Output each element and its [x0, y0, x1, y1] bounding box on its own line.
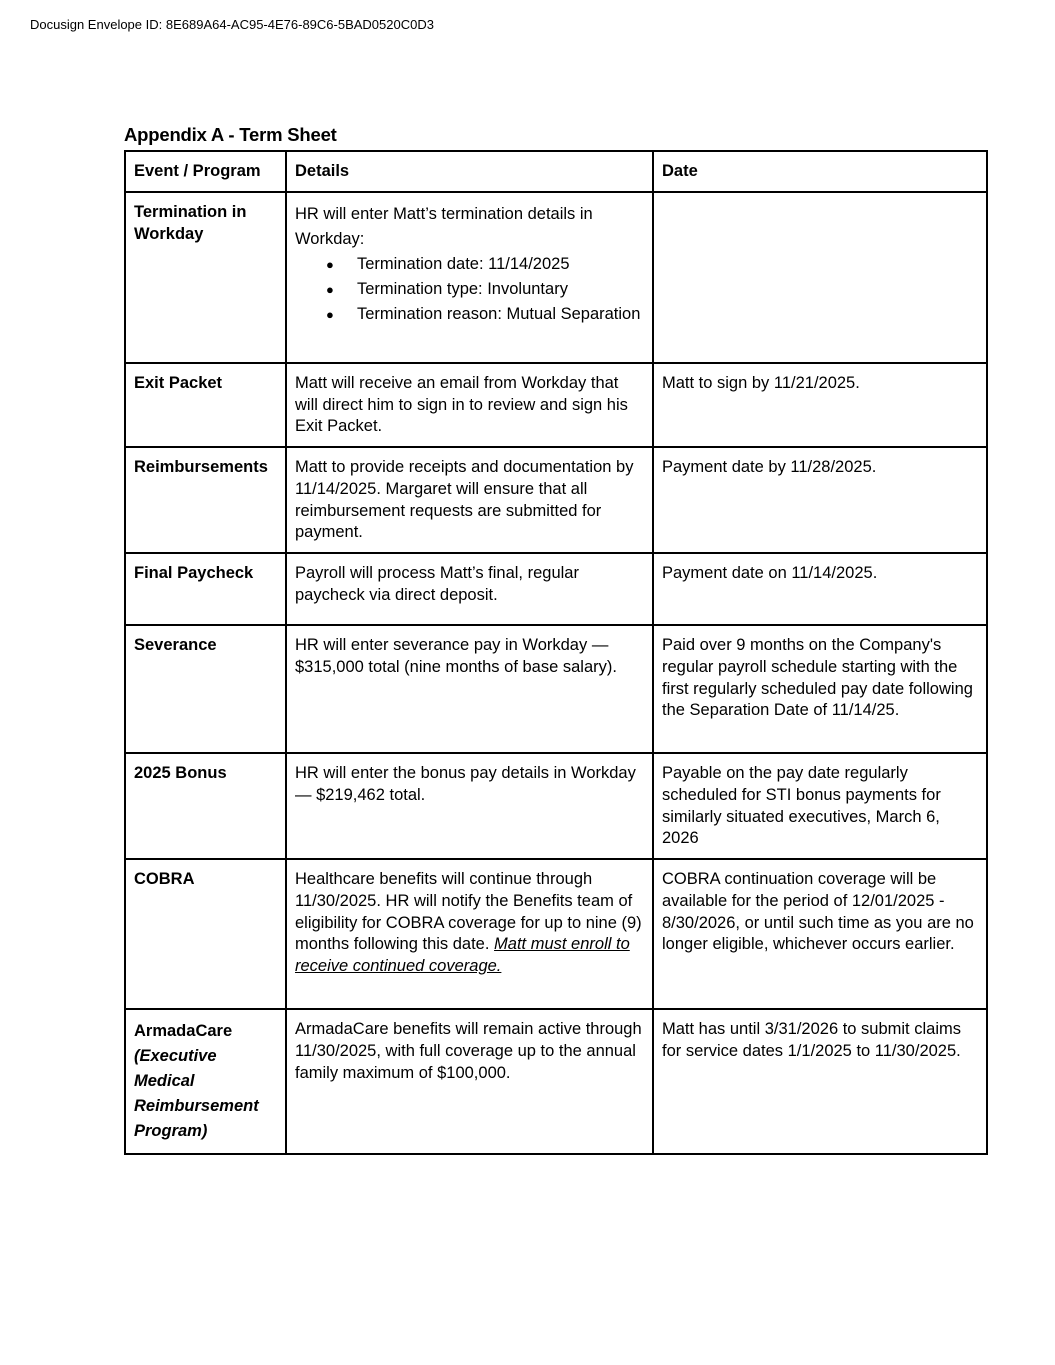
details-cell: HR will enter the bonus pay details in Workday — $219,462 total. [286, 753, 653, 859]
table-row [125, 363, 987, 447]
table-row [125, 553, 987, 625]
details-cell [286, 192, 653, 363]
date-cell: Matt to sign by 11/21/2025. [653, 363, 987, 447]
details-cell: Payroll will process Matt’s final, regular paycheck via direct deposit. [286, 553, 653, 625]
event-cell: Reimbursements [125, 447, 286, 553]
event-cell: COBRA [125, 859, 286, 1009]
date-cell [653, 192, 987, 363]
bullet-item: ● Termination reason: Mutual Separation [357, 302, 644, 327]
event-cell [125, 1009, 286, 1154]
table-row [125, 859, 987, 1009]
table-row [125, 1009, 987, 1154]
details-cell [286, 859, 653, 1009]
event-subtitle: (Executive Medical Reimbursement Program) [134, 1047, 259, 1141]
table-row [125, 192, 987, 363]
date-cell: COBRA continuation coverage will be available for the period of 12/01/2025 - 8/30/2026, or until such time as you are no longer eligible, whichever occurs earlier. [653, 859, 987, 1009]
page-title: Appendix A - Term Sheet [124, 124, 337, 145]
date-cell: Payable on the pay date regularly scheduled for STI bonus payments for similarly situated executives, March 6, 2026 [653, 753, 987, 859]
term-sheet-table [124, 150, 988, 1155]
envelope-id: Docusign Envelope ID: 8E689A64-AC95-4E76-89C6-5BAD0520C0D3 [30, 17, 434, 32]
event-cell: 2025 Bonus [125, 753, 286, 859]
bullet-item: ● Termination date: 11/14/2025 [357, 252, 644, 277]
details-cell: Matt will receive an email from Workday that will direct him to sign in to review and sign his Exit Packet. [286, 363, 653, 447]
details-cell: Matt to provide receipts and documentation by 11/14/2025. Margaret will ensure that all reimbursement requests are submitted for payment. [286, 447, 653, 553]
details-emphasis: Matt must enroll to receive continued coverage. [295, 935, 630, 975]
event-cell: Exit Packet [125, 363, 286, 447]
table-row [125, 447, 987, 553]
event-cell: Termination in Workday [125, 192, 286, 363]
event-cell: Final Paycheck [125, 553, 286, 625]
event-name: ArmadaCare [134, 1022, 233, 1041]
header-date: Date [653, 151, 987, 192]
details-intro: HR will enter Matt’s termination details in Workday: [295, 205, 593, 248]
table-row [125, 625, 987, 753]
details-cell: ArmadaCare benefits will remain active through 11/30/2025, with full coverage up to the annual family maximum of $100,000. [286, 1009, 653, 1154]
date-cell: Matt has until 3/31/2026 to submit claims for service dates 1/1/2025 to 11/30/2025. [653, 1009, 987, 1154]
details-cell: HR will enter severance pay in Workday — $315,000 total (nine months of base salary). [286, 625, 653, 753]
header-event: Event / Program [125, 151, 286, 192]
event-cell: Severance [125, 625, 286, 753]
details-text: Healthcare benefits will continue through 11/30/2025. HR will notify the Benefits team of eligibility for COBRA coverage for up to nine (9) months following this date. [295, 870, 642, 954]
date-cell: Payment date on 11/14/2025. [653, 553, 987, 625]
date-cell: Payment date by 11/28/2025. [653, 447, 987, 553]
bullet-item: ● Termination type: Involuntary [357, 277, 644, 302]
header-details: Details [286, 151, 653, 192]
details-bullets [295, 252, 644, 327]
date-cell: Paid over 9 months on the Company's regular payroll schedule starting with the first regularly scheduled pay date following the Separation Date of 11/14/25. [653, 625, 987, 753]
table-row [125, 753, 987, 859]
table-header-row [125, 151, 987, 192]
